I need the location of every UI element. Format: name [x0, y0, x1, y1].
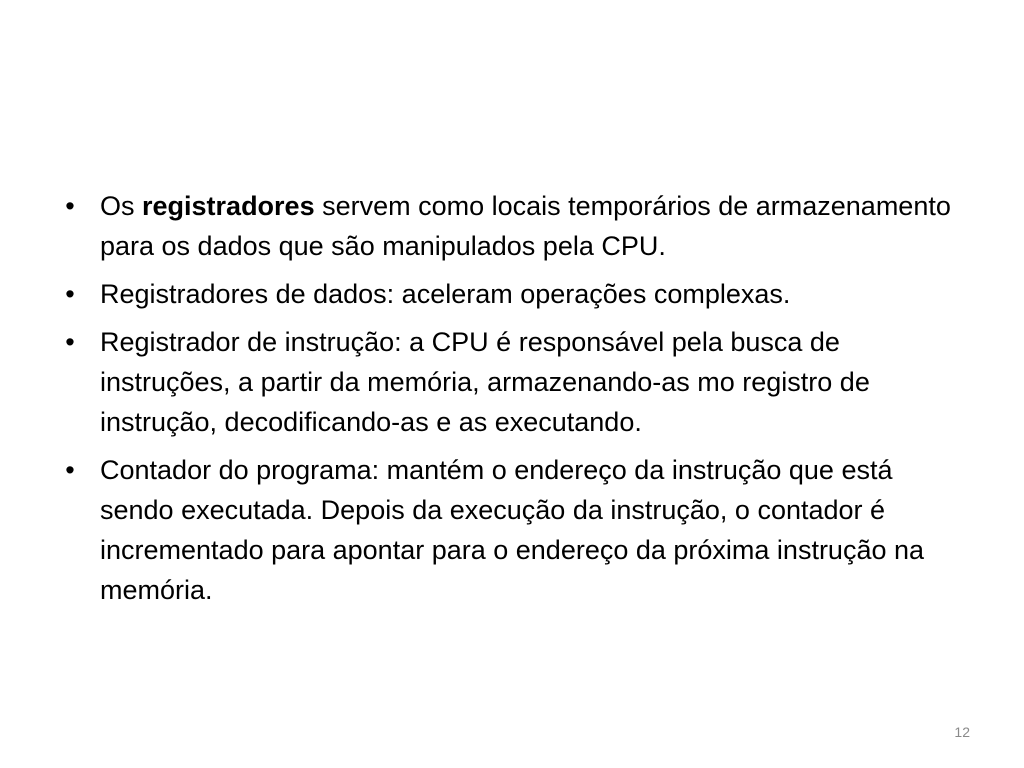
- bullet-text: Contador do programa: mantém o endereço da instrução que está sendo executada. Depois da execução da instrução, o contador é incrementado para apontar para o endereço da próxima instrução na memória.: [100, 455, 925, 605]
- bullet-text: Registradores de dados: aceleram operações complexas.: [100, 279, 791, 309]
- bullet-item-registradores: [60, 186, 965, 266]
- bullet-text: Registrador de instrução: a CPU é responsável pela busca de instruções, a partir da memória, armazenando-as mo registro de instrução, decodificando-as e as executando.: [100, 327, 870, 437]
- bullet-text-bold-term: registradores: [142, 191, 315, 221]
- bullet-text-prefix: Os: [100, 191, 143, 221]
- bullet-list: [60, 186, 965, 618]
- bullet-icon: •: [65, 279, 75, 309]
- bullet-icon: •: [65, 327, 75, 357]
- page-number: 12: [954, 724, 970, 740]
- bullet-item-contador-do-programa: [60, 450, 965, 610]
- bullet-text-rest: servem como locais temporários de armazenamento para os dados que são manipulados pela CPU.: [100, 191, 951, 261]
- bullet-item-registrador-de-instrucao: [60, 322, 965, 442]
- bullet-item-registradores-de-dados: [60, 274, 965, 314]
- bullet-icon: •: [65, 191, 75, 221]
- bullet-icon: •: [65, 455, 75, 485]
